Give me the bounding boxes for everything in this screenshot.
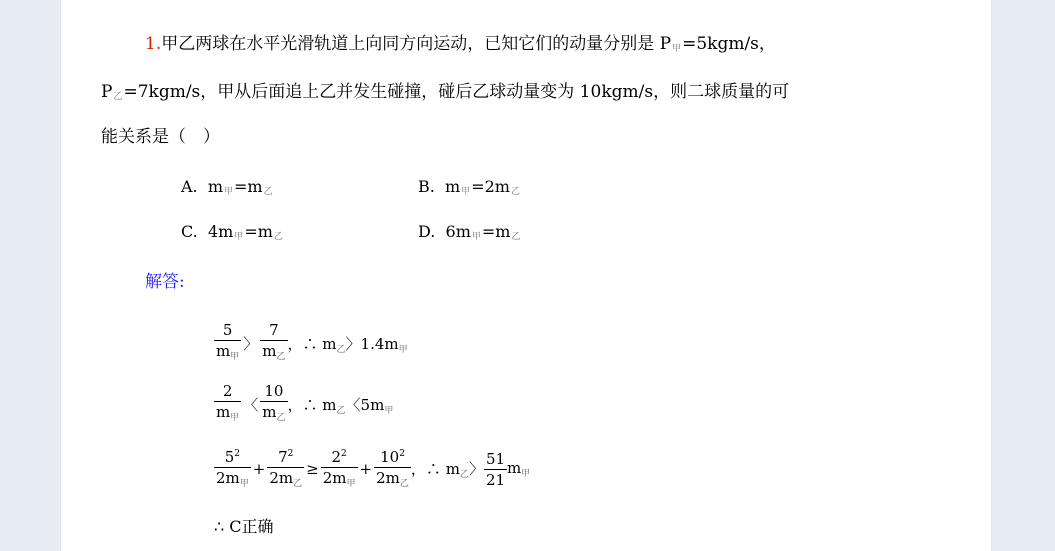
question-line-2: $P_乙=7kgm/s$，甲从后面追上乙并发生碰撞，碰后乙球动量变为 10kgm/s，则二球质量的可 xyxy=(101,82,790,102)
equation-2: $\frac{2}{m_甲}$ 〈 $\frac{10}{m_乙}$ ，∴ $m_乙$〈$5m_甲$ xyxy=(216,382,394,423)
question-line-1: 1.甲乙两球在水平光滑轨道上向同方向运动，已知它们的动量分别是 $P_甲=5kgm/s$， xyxy=(145,34,776,54)
question-number: 1. xyxy=(145,34,162,54)
document-page xyxy=(60,0,992,551)
question-line-3: 能关系是（ ） xyxy=(101,127,220,147)
equation-3: $\frac{5^2}{2m_甲}$ + $\frac{7^2}{2m_乙}$ ≥ $\frac{2^2}{2m_甲}$ + $\frac{10^2}{2m_乙}$ ，∴ $m_乙$〉 $\frac{51}{21}$ $m_甲$ xyxy=(214,445,530,493)
option-c: C. $4m_甲=m_乙$ xyxy=(181,222,283,242)
equation-1: $\frac{5}{m_甲}$ 〉 $\frac{7}{m_乙}$ ，∴ $m_乙$〉$1.4m_甲$ xyxy=(216,321,408,362)
option-a: A. $m_甲=m_乙$ xyxy=(181,177,273,197)
option-d: D. $6m_甲=m_乙$ xyxy=(418,222,521,242)
answer-heading: 解答: xyxy=(145,272,185,292)
conclusion: ∴ C正确 xyxy=(214,517,274,536)
option-b: B. $m_甲=2m_乙$ xyxy=(418,177,520,197)
